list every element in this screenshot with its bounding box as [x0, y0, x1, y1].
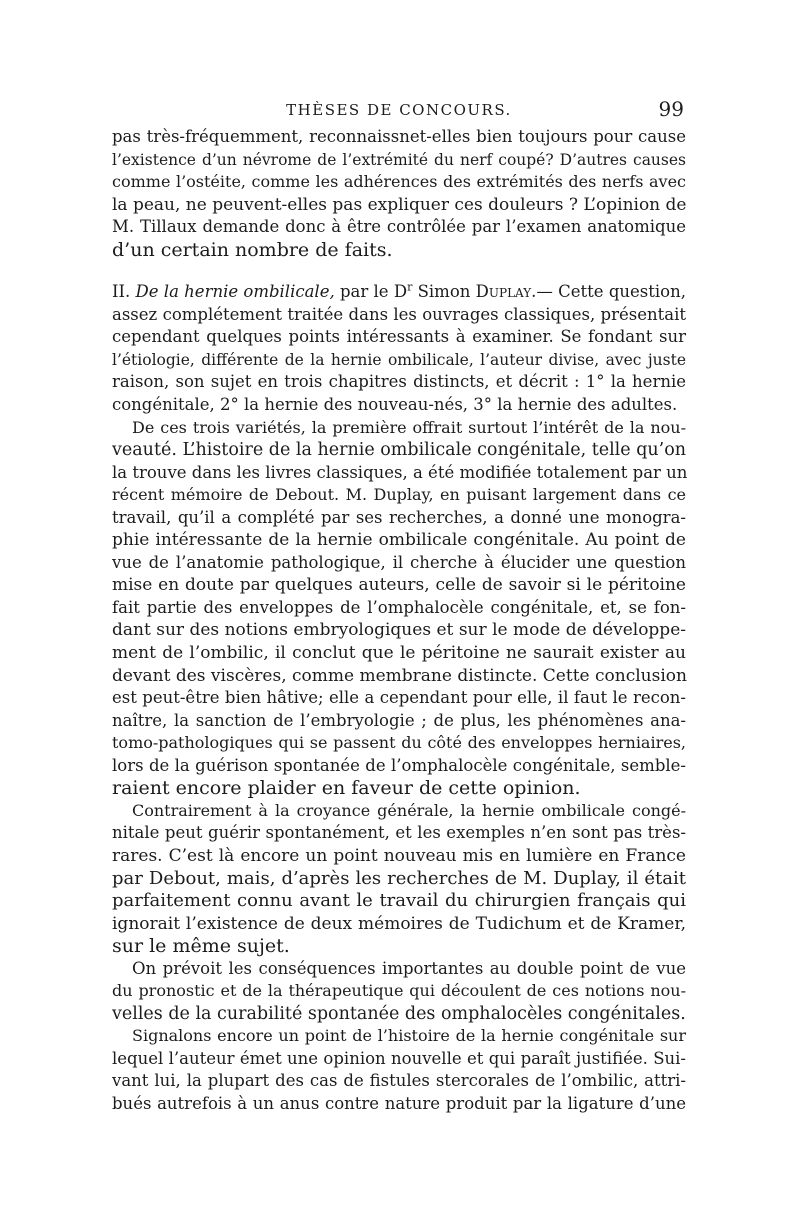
paragraph-4	[112, 800, 686, 958]
section-heading-tail: .— Cette question,	[531, 282, 686, 302]
text-line: congénitale, 2° la hernie des nouveau-nés, 3° la hernie des adultes.	[112, 395, 678, 415]
text-line: Contrairement à la croyance générale, la hernie ombilicale congé-	[132, 800, 686, 820]
text-line: vant lui, la plupart des cas de fistules stercorales de l’ombilic, attri-	[112, 1071, 686, 1091]
text-line: récent mémoire de Debout. M. Duplay, en puisant largement dans ce	[112, 485, 686, 505]
paragraph-3	[112, 417, 686, 800]
text-line: dant sur des notions embryologiques et sur le mode de développe-	[112, 620, 686, 641]
paragraph-6	[112, 1025, 686, 1115]
text-line: vue de l’anatomie pathologique, il cherche à élucider une question	[112, 552, 686, 572]
text-line: bués autrefois à un anus contre nature produit par la ligature d’une	[112, 1093, 686, 1113]
author-last-name: Duplay	[475, 282, 532, 302]
text-line: nitale peut guérir spontanément, et les exemples n’en sont pas très-	[112, 823, 686, 843]
running-header	[112, 97, 686, 123]
body-text	[112, 126, 686, 1116]
section-byline: par le D	[339, 282, 408, 302]
running-head-title: THÈSES DE CONCOURS.	[286, 101, 512, 119]
text-line: ignorait l’existence de deux mémoires de Tudichum et de Kramer,	[112, 913, 686, 934]
text-line: assez complétement traitée dans les ouvrages classiques, présentait	[112, 304, 686, 324]
section-2-heading	[112, 281, 686, 304]
text-line: fait partie des enveloppes de l’omphalocèle congénitale, et, se fon-	[112, 597, 686, 617]
text-line: la peau, ne peuvent-elles pas expliquer ces douleurs ? L’opinion de	[112, 194, 687, 215]
text-line: comme l’ostéite, comme les adhérences des extrémités des nerfs avec	[112, 172, 686, 192]
text-line: parfaitement connu avant le travail du chirurgien français qui	[112, 890, 686, 912]
text-line: l’existence d’un névrome de l’extrémité du nerf coupé? D’autres causes	[112, 150, 686, 169]
paragraph-5	[112, 958, 686, 1026]
text-line: pas très-fréquemment, reconnaissnet-elles bien toujours pour cause	[112, 127, 686, 146]
text-line: tomo-pathologiques qui se passent du côté des enveloppes herniaires,	[112, 733, 686, 753]
section-title: De la hernie ombilicale,	[135, 282, 335, 302]
text-line: raient encore plaider en faveur de cette opinion.	[112, 777, 581, 800]
text-line: est peut-être bien hâtive; elle a cependant pour elle, il faut le recon-	[112, 688, 686, 708]
text-line: phie intéressante de la hernie ombilicale congénitale. Au point de	[112, 530, 686, 551]
text-line: lors de la guérison spontanée de l’omphalocèle congénitale, semble-	[112, 755, 686, 775]
text-line: Signalons encore un point de l’histoire de la hernie congénitale sur	[132, 1026, 686, 1046]
text-line: cependant quelques points intéressants à examiner. Se fondant sur	[112, 327, 686, 347]
text-line: rares. C’est là encore un point nouveau mis en lumière en France	[112, 845, 686, 866]
text-line: par Debout, mais, d’après les recherches de M. Duplay, il était	[112, 867, 686, 889]
text-line: l’étiologie, différente de la hernie ombilicale, l’auteur divise, avec juste	[112, 350, 686, 369]
text-line: travail, qu’il a complété par ses recherches, a donné une monogra-	[112, 507, 686, 527]
paragraph-2	[112, 304, 686, 417]
text-line: mise en doute par quelques auteurs, celle de savoir si le péritoine	[112, 575, 686, 596]
text-line: lequel l’auteur émet une opinion nouvelle et qui paraît justifiée. Sui-	[112, 1048, 686, 1068]
text-line: veauté. L’histoire de la hernie ombilicale congénitale, telle qu’on	[112, 440, 687, 461]
text-line: M. Tillaux demande donc à être contrôlée par l’examen anatomique	[112, 217, 686, 237]
text-line: velles de la curabilité spontanée des omphalocèles congénitales.	[112, 1003, 686, 1024]
text-line: du pronostic et de la thérapeutique qui découlent de ces notions nou-	[112, 981, 686, 1001]
text-line: raison, son sujet en trois chapitres distincts, et décrit : 1° la hernie	[112, 372, 686, 392]
author-first-name: Simon	[417, 282, 471, 302]
section-gap	[112, 261, 686, 281]
page-number: 99	[658, 97, 684, 121]
text-line: De ces trois variétés, la première offrait surtout l’intérêt de la nou-	[132, 417, 686, 437]
text-line: ment de l’ombilic, il conclut que le péritoine ne saurait exister au	[112, 643, 686, 664]
text-line: d’un certain nombre de faits.	[112, 238, 393, 261]
text-line: sur le même sujet.	[112, 935, 290, 958]
text-line: devant des viscères, comme membrane distincte. Cette conclusion	[112, 665, 687, 686]
text-line: naître, la sanction de l’embryologie ; de plus, les phénomènes ana-	[112, 710, 686, 730]
paragraph-1	[112, 126, 686, 261]
doctor-superscript: r	[407, 280, 413, 294]
text-line: la trouve dans les livres classiques, a été modifiée totalement par un	[112, 462, 688, 482]
text-line: On prévoit les conséquences importantes au double point de vue	[132, 958, 686, 978]
section-numeral: II.	[112, 282, 131, 302]
